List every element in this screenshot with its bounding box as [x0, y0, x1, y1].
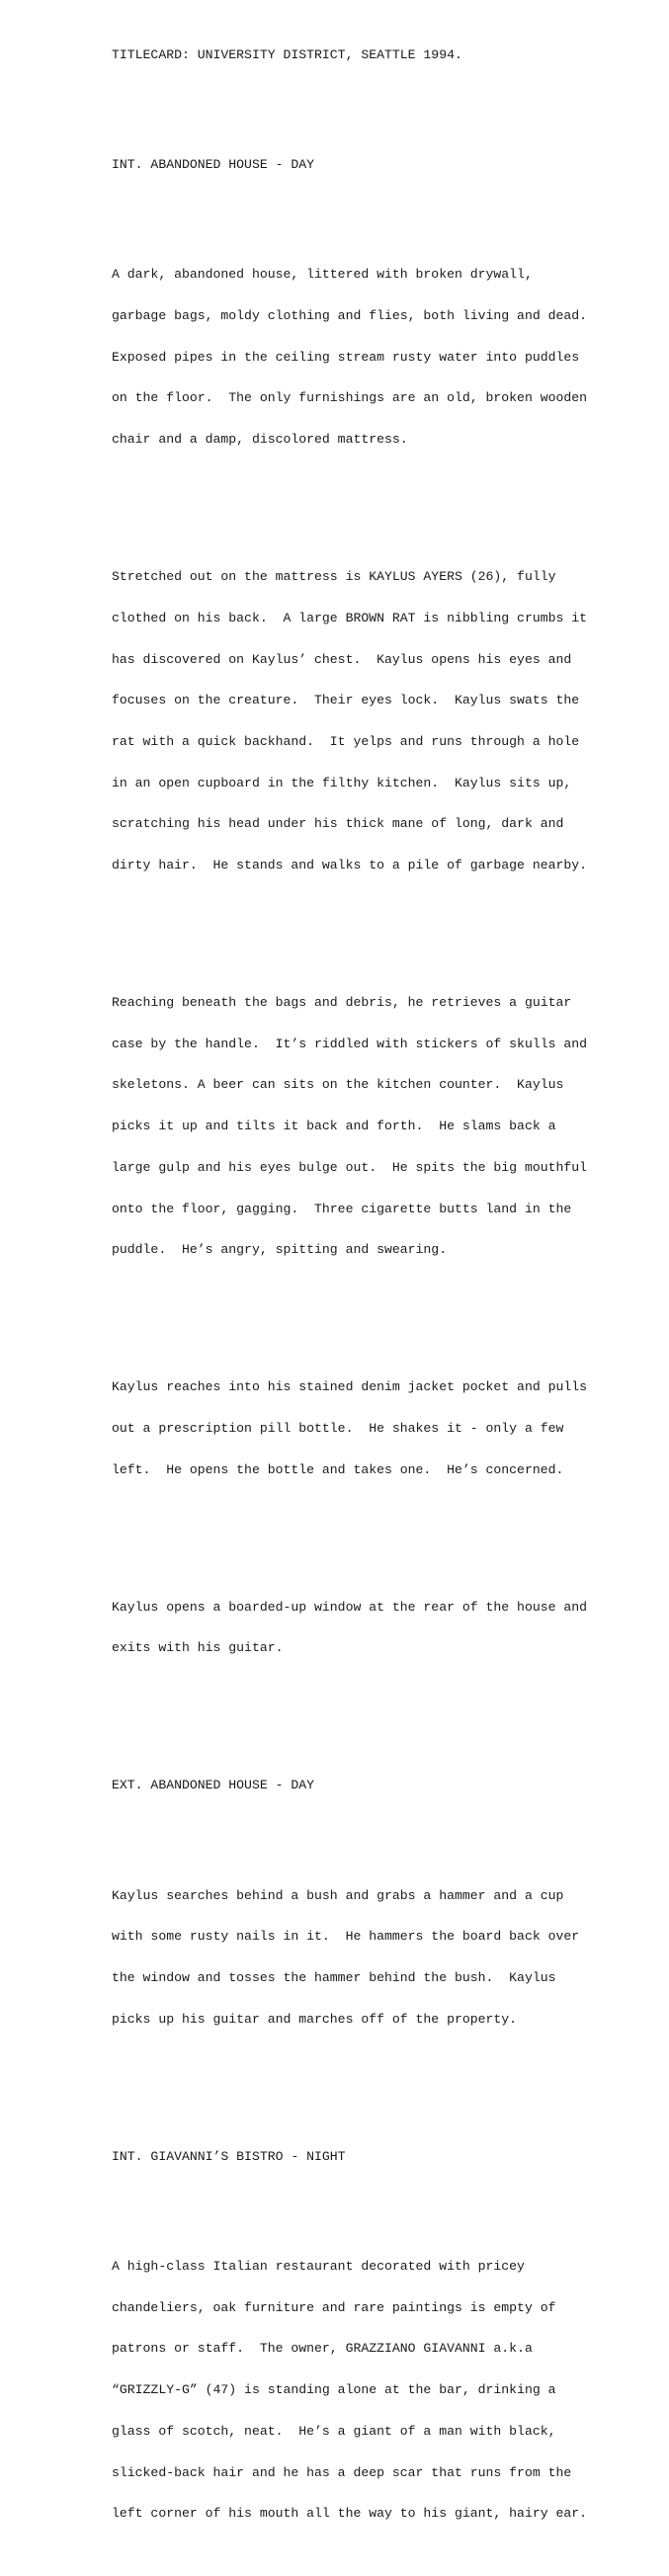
- action-paragraph: [112, 968, 606, 1285]
- spacer: [112, 200, 606, 213]
- spacer: [112, 1710, 606, 1738]
- action-line: A dark, abandoned house, littered with broken drywall,: [112, 267, 533, 283]
- action-line: A high-class Italian restaurant decorated with pricey: [112, 2259, 525, 2275]
- action-line: exits with his guitar.: [112, 1640, 284, 1656]
- spacer: [112, 90, 606, 118]
- action-paragraph: [112, 2232, 606, 2548]
- action-line: scratching his head under his thick mane of long, dark and: [112, 816, 564, 832]
- action-line: with some rusty nails in it. He hammers the board back over: [112, 1929, 580, 1945]
- spacer: [112, 1820, 606, 1834]
- action-line: rat with a quick backhand. It yelps and runs through a hole: [112, 733, 580, 749]
- action-line: left. He opens the bottle and takes one. He’s concerned.: [112, 1461, 564, 1477]
- action-line: puddle. He’s angry, spitting and swearing.: [112, 1242, 448, 1258]
- action-line: chair and a damp, discolored mattress.: [112, 432, 408, 448]
- action-line: has discovered on Kaylus’ chest. Kaylus opens his eyes and: [112, 651, 572, 667]
- action-line: onto the floor, gagging. Three cigarette butts land in the: [112, 1201, 572, 1216]
- scene-heading: INT. GIAVANNI’S BISTRO - NIGHT: [112, 2148, 346, 2164]
- action-line: glass of scotch, neat. He’s a giant of a man with black,: [112, 2423, 556, 2439]
- screenplay-text: [112, 21, 606, 2576]
- action-line: skeletons. A beer can sits on the kitchen counter. Kaylus: [112, 1077, 564, 1093]
- spacer: [112, 502, 606, 516]
- action-line: large gulp and his eyes bulge out. He spits the big mouthful: [112, 1159, 588, 1175]
- action-paragraph: [112, 1862, 606, 2054]
- action-line: the window and tosses the hammer behind the bush. Kaylus: [112, 1970, 556, 1986]
- action-paragraph: [112, 240, 606, 473]
- scene-heading: INT. ABANDONED HOUSE - DAY: [112, 157, 315, 173]
- action-line: picks up his guitar and marches off of the property.: [112, 2011, 518, 2027]
- action-line: Stretched out on the mattress is KAYLUS AYERS (26), fully: [112, 569, 556, 585]
- spacer: [112, 928, 606, 942]
- action-line: clothed on his back. A large BROWN RAT is nibbling crumbs it: [112, 610, 588, 625]
- action-line: Kaylus opens a boarded-up window at the rear of the house and: [112, 1599, 588, 1615]
- action-line: left corner of his mouth all the way to his giant, hairy ear.: [112, 2506, 588, 2522]
- spacer: [112, 1312, 606, 1326]
- action-line: Reaching beneath the bags and debris, he retrieves a guitar: [112, 995, 572, 1011]
- action-paragraph: [112, 1353, 606, 1504]
- action-line: Kaylus searches behind a bush and grabs a hammer and a cup: [112, 1887, 564, 1903]
- action-paragraph: [112, 542, 606, 899]
- action-line: picks it up and tilts it back and forth. He slams back a: [112, 1119, 556, 1134]
- titlecard: TITLECARD: UNIVERSITY DISTRICT, SEATTLE 1994.: [112, 46, 462, 62]
- action-line: patrons or staff. The owner, GRAZZIANO GIAVANNI a.k.a: [112, 2341, 533, 2357]
- spacer: [112, 1532, 606, 1545]
- action-line: focuses on the creature. Their eyes lock. Kaylus swats the: [112, 693, 580, 708]
- action-line: garbage bags, moldy clothing and flies, both living and dead.: [112, 307, 588, 323]
- action-line: “GRIZZLY-G” (47) is standing alone at the bar, drinking a: [112, 2382, 556, 2398]
- action-paragraph: [112, 1573, 606, 1683]
- action-line: dirty hair. He stands and walks to a pile of garbage nearby.: [112, 858, 588, 873]
- action-line: Exposed pipes in the ceiling stream rusty water into puddles: [112, 349, 580, 365]
- action-line: slicked-back hair and he has a deep scar that runs from the: [112, 2464, 572, 2480]
- action-line: case by the handle. It’s riddled with stickers of skulls and: [112, 1036, 588, 1051]
- action-line: chandeliers, oak furniture and rare paintings is empty of: [112, 2299, 556, 2315]
- action-line: out a prescription pill bottle. He shakes it - only a few: [112, 1421, 564, 1436]
- action-line: Kaylus reaches into his stained denim jacket pocket and pulls: [112, 1379, 588, 1395]
- spacer: [112, 2081, 606, 2109]
- spacer: [112, 2192, 606, 2205]
- scene-heading: EXT. ABANDONED HOUSE - DAY: [112, 1778, 315, 1793]
- action-line: in an open cupboard in the filthy kitchen. Kaylus sits up,: [112, 775, 572, 790]
- action-line: on the floor. The only furnishings are an old, broken wooden: [112, 390, 588, 406]
